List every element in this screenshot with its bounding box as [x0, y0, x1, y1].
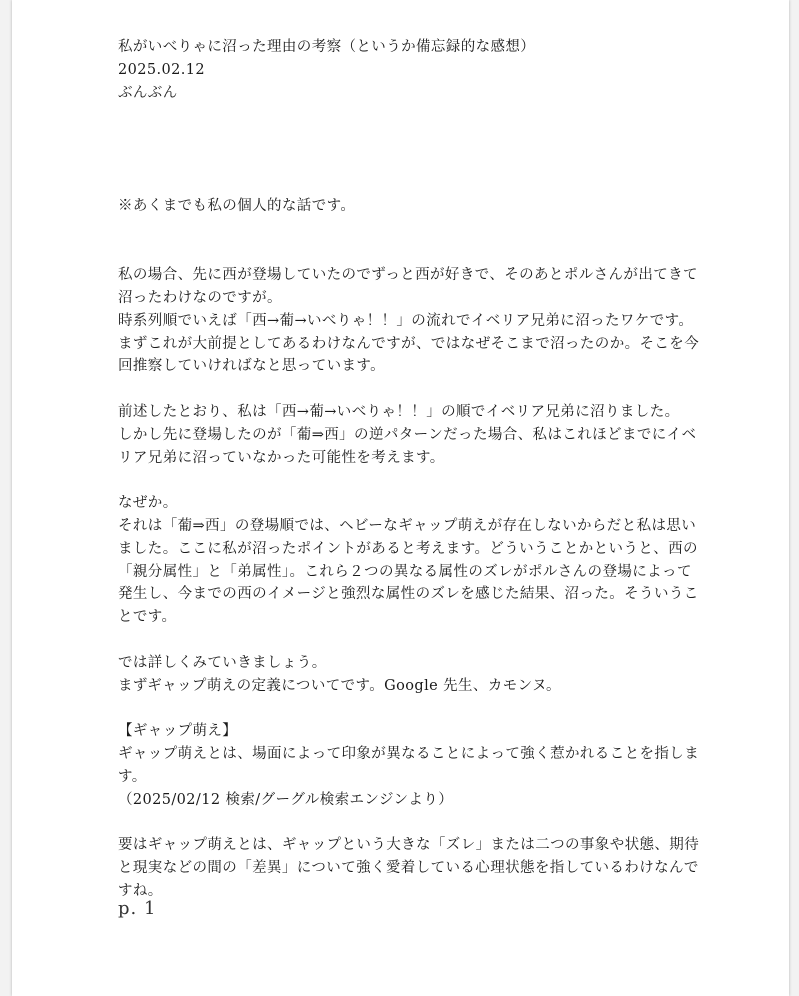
- document-title: 私がいべりゃに沼った理由の考察（というか備忘録的な感想）: [118, 39, 536, 55]
- spacer: [118, 629, 703, 652]
- spacer: [118, 697, 703, 720]
- paragraph-2-line-2: しかし先に登場したのが「葡⇒西」の逆パターンだった場合、私はこれほどまでにイベリア兄弟に沼っていなかった可能性を考えます。: [118, 426, 697, 466]
- paragraph-3-line-1: なぜか。: [118, 495, 178, 512]
- spacer: [118, 469, 703, 492]
- paragraph-3-line-2: それは「葡⇒西」の登場順では、ヘビーなギャップ萌えが存在しないからだと私は思いました。ここに私が沼ったポイントがあると考えます。どういうことかというと、西の「親分属性」と「弟属性」。これら２つの異なる属性のズレがポルさんの登場によって発生し、今までの西のイメージと強烈な属性のズレを感じた結果、沼った。そういうことです。: [118, 517, 699, 626]
- spacer: [118, 218, 703, 264]
- paragraph-1-line-2: 時系列順でいえば「西→葡→いべりゃ！！」の流れでイベリア兄弟に沼ったワケです。: [118, 312, 694, 329]
- spacer: [118, 811, 703, 834]
- paragraph-1-line-1: 私の場合、先に西が登場していたのでずっと西が好きで、そのあとポルさんが出てきて沼ったわけなのですが。: [118, 267, 698, 306]
- paragraph-1-line-3: まずこれが大前提としてあるわけなんですが、ではなぜそこまで沼ったのか。そこを今回推察していければなと思っています。: [118, 335, 700, 375]
- document-author: ぶんぶん: [118, 84, 178, 101]
- paragraph-2-line-1: 前述したとおり、私は「西→葡→いべりゃ！！」の順でイベリア兄弟に沼りました。: [118, 403, 680, 420]
- paragraph-6-line-1: 要はギャップ萌えとは、ギャップという大きな「ズレ」または二つの事象や状態、期待と現実などの間の「差異」について強く愛着している心理状態を指しているわけなんですね。: [118, 837, 700, 899]
- document-date: 2025.02.12: [118, 61, 206, 78]
- paragraph-4-line-1: では詳しくみていきましょう。: [118, 654, 327, 671]
- paragraph-4-line-2: まずギャップ萌えの定義についてです。Google 先生、カモンヌ。: [118, 677, 561, 694]
- document-page: [12, 0, 789, 996]
- disclaimer-note: ※あくまでも私の個人的な話です。: [118, 198, 356, 215]
- page-number: p. 1: [118, 898, 157, 919]
- document-body: [118, 36, 703, 903]
- definition-text: ギャップ萌えとは、場面によって印象が異なることによって強く惹かれることを指します。: [118, 745, 700, 785]
- spacer: [118, 104, 703, 195]
- definition-source: （2025/02/12 検索/グーグル検索エンジンより）: [118, 791, 454, 808]
- spacer: [118, 378, 703, 401]
- definition-heading: 【ギャップ萌え】: [118, 723, 238, 740]
